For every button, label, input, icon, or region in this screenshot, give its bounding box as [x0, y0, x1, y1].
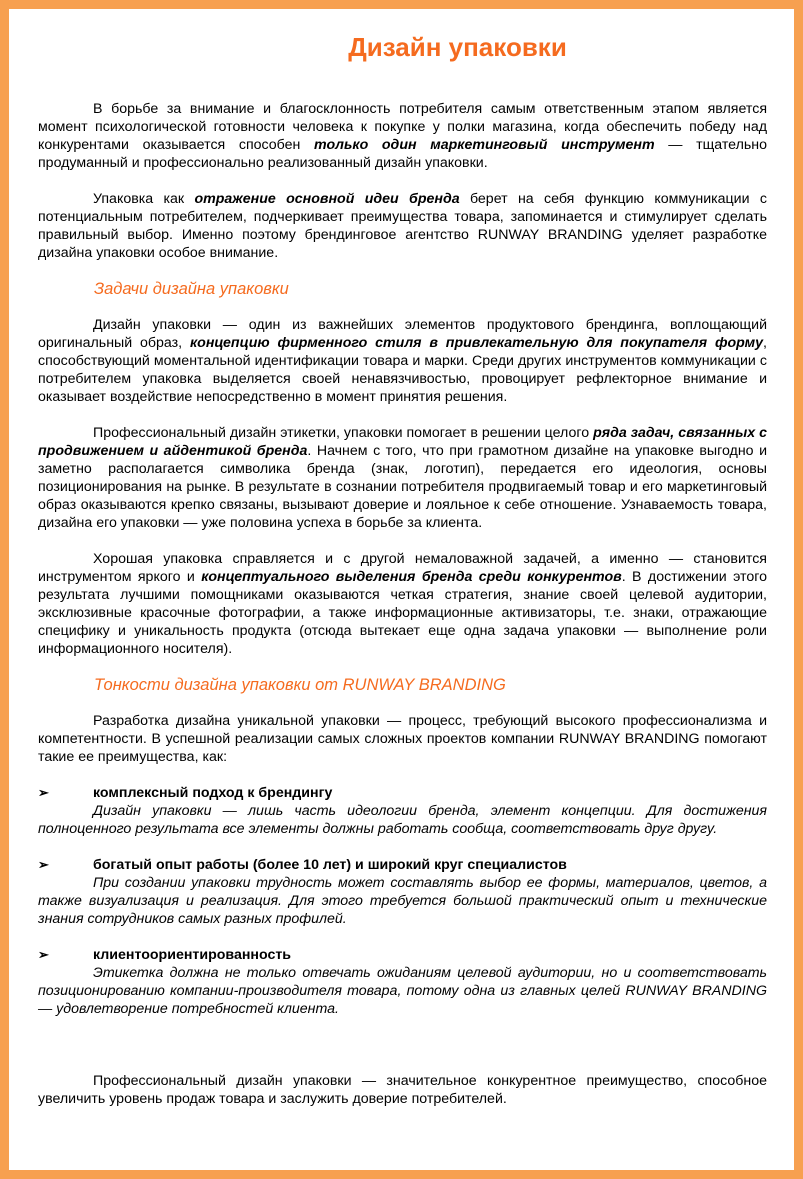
intro-paragraph-2: Упаковка как отражение основной идеи бренда берет на себя функцию коммуникации с потенциальным потребителем, подчеркивает преимущества товара, запоминается и стимулирует сделать правильный выбор. Именно поэтому брендинговое агентство RUNWAY BRANDING уделяет разработке дизайна упаковки особое внимание.: [38, 191, 767, 261]
arrow-bullet-icon: ➢: [38, 785, 49, 800]
page-title: Дизайн упаковки: [348, 32, 567, 62]
list-item-title: богатый опыт работы (более 10 лет) и широкий круг специалистов: [93, 857, 567, 873]
tasks-paragraph-1: Дизайн упаковки — один из важнейших элементов продуктового брендинга, воплощающий оригинальный образ, концепцию фирменного стиля в привлекательную для покупателя форму, способствующий моментальной идентификации товара и марки. Среди других инструментов коммуникации с потребителем упаковка выделяется своей ненавязчивостью, провоцирует рефлекторное внимание и оказывает воздействие непосредственно в момент принятия решения.: [38, 317, 767, 405]
emphasis: отражение основной идеи бренда: [194, 191, 460, 207]
list-item: [38, 784, 767, 838]
arrow-bullet-icon: ➢: [38, 857, 49, 872]
list-item-title: комплексный подход к брендингу: [93, 785, 333, 801]
section-heading-tasks: Задачи дизайна упаковки: [94, 280, 289, 298]
arrow-bullet-icon: ➢: [38, 947, 49, 962]
list-item-title: клиентоориентированность: [93, 947, 292, 963]
list-item-description: При создании упаковки трудность может составлять выбор ее формы, материалов, цветов, а также визуализация и реализация. Для этого требуется большой практический опыт и технические знания сотрудников самых разных профилей.: [38, 875, 767, 927]
emphasis: концептуального выделения бренда среди конкурентов: [201, 569, 622, 585]
conclusion-paragraph: Профессиональный дизайн упаковки — значительное конкурентное преимущество, способное увеличить уровень продаж товара и заслужить доверие потребителей.: [38, 1073, 767, 1107]
intro-paragraph-1: В борьбе за внимание и благосклонность потребителя самым ответственным этапом является момент психологической готовности человека к покупке у полки магазина, когда обеспечить победу над конкурентами оказывается способен только один маркетинговый инструмент — тщательно продуманный и профессионально реализованный дизайн упаковки.: [38, 101, 767, 171]
runway-intro-paragraph: Разработка дизайна уникальной упаковки — процесс, требующий высокого профессионализма и компетентности. В успешной реализации самых сложных проектов компании RUNWAY BRANDING помогают такие ее преимущества, как:: [38, 713, 767, 765]
emphasis: только один маркетинговый инструмент: [314, 137, 655, 153]
emphasis: концепцию фирменного стиля в привлекательную для покупателя форму: [189, 335, 764, 351]
list-item-description: Этикетка должна не только отвечать ожиданиям целевой аудитории, но и соответствовать позиционированию компании-производителя товара, потому одна из главных целей RUNWAY BRANDING — удовлетворение потребностей клиента.: [38, 965, 767, 1017]
section-heading-runway: Тонкости дизайна упаковки от RUNWAY BRANDING: [94, 676, 506, 694]
list-item: [38, 946, 767, 1018]
emphasis: ряда задач, связанных с продвижением и айдентикой бренда: [38, 425, 767, 459]
list-item-description: Дизайн упаковки — лишь часть идеологии бренда, элемент концепции. Для достижения полноценного результата все элементы должны работать сообща, соответствовать друг другу.: [38, 803, 767, 837]
list-item: [38, 856, 767, 928]
tasks-paragraph-3: Хорошая упаковка справляется и с другой немаловажной задачей, а именно — становится инструментом яркого и концептуального выделения бренда среди конкурентов. В достижении этого результата лучшими помощниками оказываются четкая стратегия, знание своей целевой аудитории, эксклюзивные красочные фотографии, а также информационные активизаторы, т.е. знаки, отражающие специфику и уникальность продукта (отсюда вытекает еще одна задача упаковки — выполнение роли информационного носителя).: [38, 551, 767, 657]
document-body: [38, 30, 767, 1108]
tasks-paragraph-2: Профессиональный дизайн этикетки, упаковки помогает в решении целого ряда задач, связанных с продвижением и айдентикой бренда. Начнем с того, что при грамотном дизайне на упаковке выгодно и заметно располагается символика бренда (знак, логотип), передается его идеология, основы позиционирования на рынке. В результате в сознании потребителя продвигаемый товар и его маркетинговый образ оказываются крепко связаны, вызывают доверие и лояльное к себе отношение. Узнаваемость товара, дизайна его упаковки — уже половина успеха в борьбе за клиента.: [38, 425, 767, 531]
